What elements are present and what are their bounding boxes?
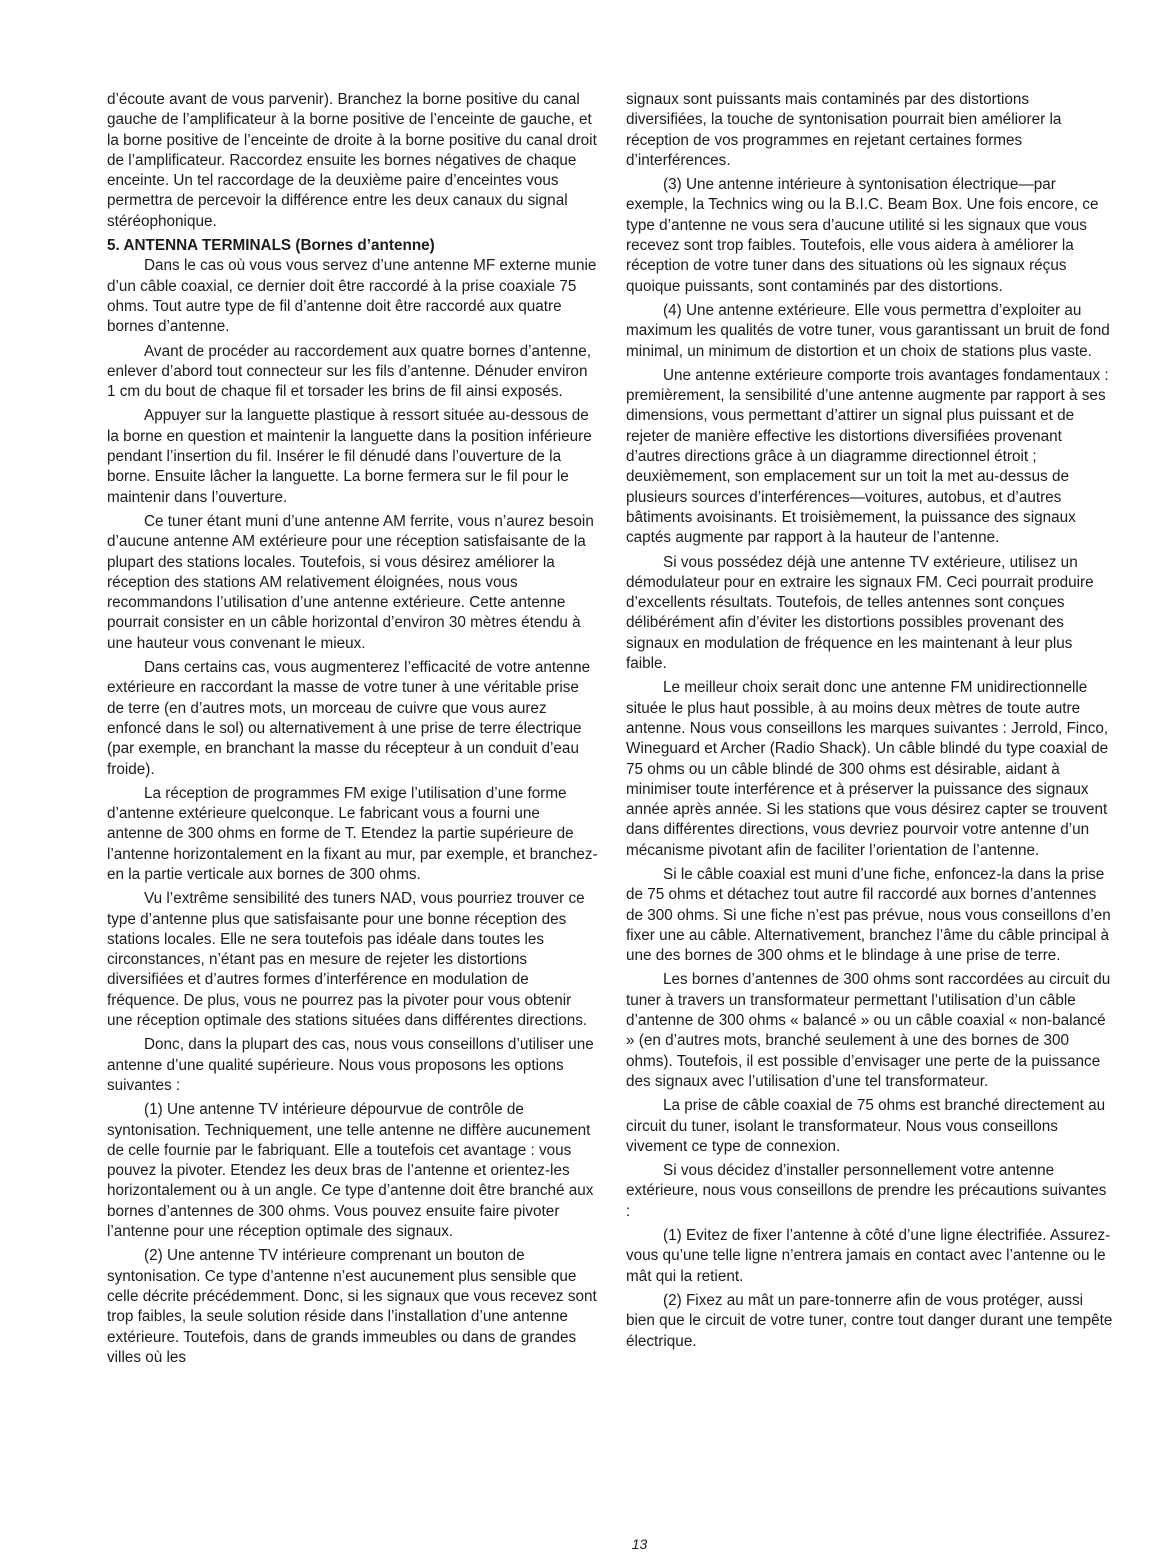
paragraph: Ce tuner étant muni d’une antenne AM ferrite, vous n’aurez besoin d’aucune antenne AM extérieure pour une réception satisfaisante de la plupart des stations locales. Toutefois, si vous désirez améliorer la réception des stations AM relativement éloignées, nous vous recommandons l’utilisation d’une antenne extérieure. Cette antenne pourrait consister en un câble horizontal d’environ 30 mètres étendu à une hauteur vous convenant le mieux. [107,512,594,652]
paragraph-intro: d’écoute avant de vous parvenir). Branchez la borne positive du canal gauche de l’amplificateur à la borne positive de l’enceinte de gauche, et la borne positive de l’enceinte de droite à la borne positive du canal droit de l’amplificateur. Raccordez ensuite les bornes négatives de chaque enceinte. Un tel raccordage de la deuxième paire d’enceintes vous permettra de percevoir la différence entre les deux canaux du signal stéréophonique. [107,91,597,230]
paragraph: La prise de câble coaxial de 75 ohms est branché directement au circuit du tuner, isolant le transformateur. Nous vous conseillons vivement ce type de connexion. [626,1097,1106,1155]
right-column [626,90,1114,1356]
paragraph: Vu l’extrême sensibilité des tuners NAD, vous pourriez trouver ce type d’antenne plus que satisfaisante pour une bonne réception des stations locales. Elle ne sera toutefois pas idéale dans toutes les circonstances, n’étant pas en mesure de rejeter les distortions diversifiées et d’autres formes d’interférence en modulation de fréquence. De plus, vous ne pourrez pas la pivoter pour vous obtenir une réception optimale des stations situées dans différentes directions. [107,890,588,1030]
page-number: 13 [631,1536,648,1552]
paragraph: Le meilleur choix serait donc une antenne FM unidirectionnelle située le plus haut possible, à au moins deux mètres de toute autre antenne. Nous vous conseillons les marques suivantes : Jerrold, Finco, Wineguard et Archer (Radio Shack). Un câble blindé du type coaxial de 75 ohms ou un câble blindé de 300 ohms est désirable, aidant à minimiser toute interférence et à préserver la puissance des signaux année après année. Si les stations que vous désirez capter se trouvent dans différentes directions, vous devriez pourvoir votre antenne d’un mécanisme pivotant afin de faciliter l’orientation de l’antenne. [626,679,1109,859]
left-column [107,90,599,1372]
paragraph: Appuyer sur la languette plastique à ressort située au-dessous de la borne en question et maintenir la languette dans la position inférieure pendant l’insertion du fil. Insérer le fil dénudé dans l’ouverture de la borne. Ensuite lâcher la languette. La borne fermera sur le fil pour le maintenir dans l’ouverture. [107,407,592,506]
paragraph: (2) Une antenne TV intérieure comprenant un bouton de syntonisation. Ce type d’antenne n’est aucunement plus sensible que celle décrite précédemment. Donc, si les signaux que vous recevez sont trop faibles, la seule solution réside dans l’installation d’une antenne extérieure. Toutefois, dans de grands immeubles ou dans de grandes villes où les [107,1247,597,1366]
paragraph-intro: signaux sont puissants mais contaminés par des distortions diversifiées, la touche de syntonisation pourrait bien améliorer la réception de vos programmes en rejetant certaines formes d’interférences. [626,91,1062,169]
paragraph: (1) Evitez de fixer l’antenne à côté d’une ligne électrifiée. Assurez-vous qu’une telle ligne n’entrera jamais en contact avec l’antenne ou le mât qui la retient. [626,1227,1111,1285]
paragraph: Une antenne extérieure comporte trois avantages fondamentaux : premièrement, la sensibilité d’une antenne augmente par rapport à ses dimensions, vous permettant d’attirer un signal plus puissant et de rejeter de manière effective les distortions diversifiées provenant d’autres directions grâce à un diagramme directionnel étroit ; deuxièmement, son emplacement sur un toit la met au-dessus de plusieurs sources d’interférences—voitures, autobus, et d’autres bâtiments avoisinants. Et troisièmement, la puissance des signaux captés augmente par rapport à la hauteur de l’antenne. [626,366,1109,547]
paragraph: (2) Fixez au mât un pare-tonnerre afin de vous protéger, aussi bien que le circuit de votre tuner, contre tout danger durant une tempête électrique. [626,1291,1113,1350]
paragraph: Si le câble coaxial est muni d’une fiche, enfoncez-la dans la prise de 75 ohms et détachez tout autre fil raccordé aux bornes d’antennes de 300 ohms. Si une fiche n’est pas prévue, nous vous conseillons d’en fixer une au câble. Alternativement, branchez l’âme du câble principal à une des bornes de 300 ohms et le blindage à une prise de terre. [626,865,1111,965]
paragraph: Les bornes d’antennes de 300 ohms sont raccordées au circuit du tuner à travers un transformateur permettant l’utilisation d’un câble d’antenne de 300 ohms « balancé » ou un câble coaxial « non-balancé » (en d’autres mots, branché seulement à une des bornes de 300 ohms). Toutefois, il est possible d’envisager une perte de la puissance des signaux avec l’utilisation d’une tel transformateur. [626,971,1111,1090]
paragraph: (3) Une antenne intérieure à syntonisation électrique—par exemple, la Technics wing ou la B.I.C. Beam Box. Une fois encore, ce type d’antenne ne vous sera d’aucune utilité si les signaux que vous recevez sont trop faibles. Toutefois, elle vous aidera à améliorer la réception de votre tuner dans des situations où les signaux réçus quoique puissants, sont contaminés par des distortions. [626,176,1099,295]
paragraph: Donc, dans la plupart des cas, nous vous conseillons d’utiliser une antenne d’une qualité supérieure. Nous vous proposons les options suivantes : [107,1036,594,1094]
paragraph: Si vous possédez déjà une antenne TV extérieure, utilisez un démodulateur pour en extraire les signaux FM. Ceci pourrait produire d’excellents résultats. Toutefois, de telles antennes sont conçues délibérément afin d’éviter les distortions possibles provenant des signaux en modulation de fréquence en les maintenant à leur plus faible. [626,553,1094,673]
section-heading: 5. ANTENNA TERMINALS (Bornes d’antenne) [107,237,435,255]
paragraph: Si vous décidez d’installer personnellement votre antenne extérieure, nous vous conseillons de prendre les précautions suivantes : [626,1162,1107,1220]
paragraph: (4) Une antenne extérieure. Elle vous permettra d’exploiter au maximum les qualités de votre tuner, vous garantissant un bruit de fond minimal, un minimum de distortion et un choix de stations plus vaste. [626,301,1110,360]
paragraph: (1) Une antenne TV intérieure dépourvue de contrôle de syntonisation. Techniquement, une telle antenne ne diffère aucunement de celle fournie par le fabriquant. Elle a toutefois cet avantage : vous pouvez la pivoter. Etendez les deux bras de l’antenne et orientez-les horizontalement ou à un angle. Ce type d’antenne doit être branché aux bornes d’antennes de 300 ohms. Vous pouvez ensuite faire pivoter l’antenne pour une réception optimale des signaux. [107,1101,594,1241]
paragraph: Dans le cas où vous vous servez d’une antenne MF externe munie d’un câble coaxial, ce dernier doit être raccordé à la prise coaxiale 75 ohms. Tout autre type de fil d’antenne doit être raccordé aux quatre bornes d’antenne. [107,257,597,336]
paragraph: Avant de procéder au raccordement aux quatre bornes d’antenne, enlever d’abord tout connecteur sur les fils d’antenne. Dénuder environ 1 cm du bout de chaque fil et torsader les brins de fil ainsi exposés. [107,342,592,401]
paragraph: La réception de programmes FM exige l’utilisation d’une forme d’antenne extérieure quelconque. Le fabricant vous a fourni une antenne de 300 ohms en forme de T. Etendez la partie supérieure de l’antenne horizontalement en la fixant au mur, par exemple, et branchez-en la partie verticale aux bornes de 300 ohms. [107,784,598,883]
paragraph: Dans certains cas, vous augmenterez l’efficacité de votre antenne extérieure en raccordant la masse de votre tuner à une véritable prise de terre (en d’autres mots, un morceau de cuivre que vous aurez enfoncé dans le sol) ou alternativement à une prise de terre électrique (par exemple, en branchant la masse du récepteur à un conduit d’eau froide). [107,659,591,778]
